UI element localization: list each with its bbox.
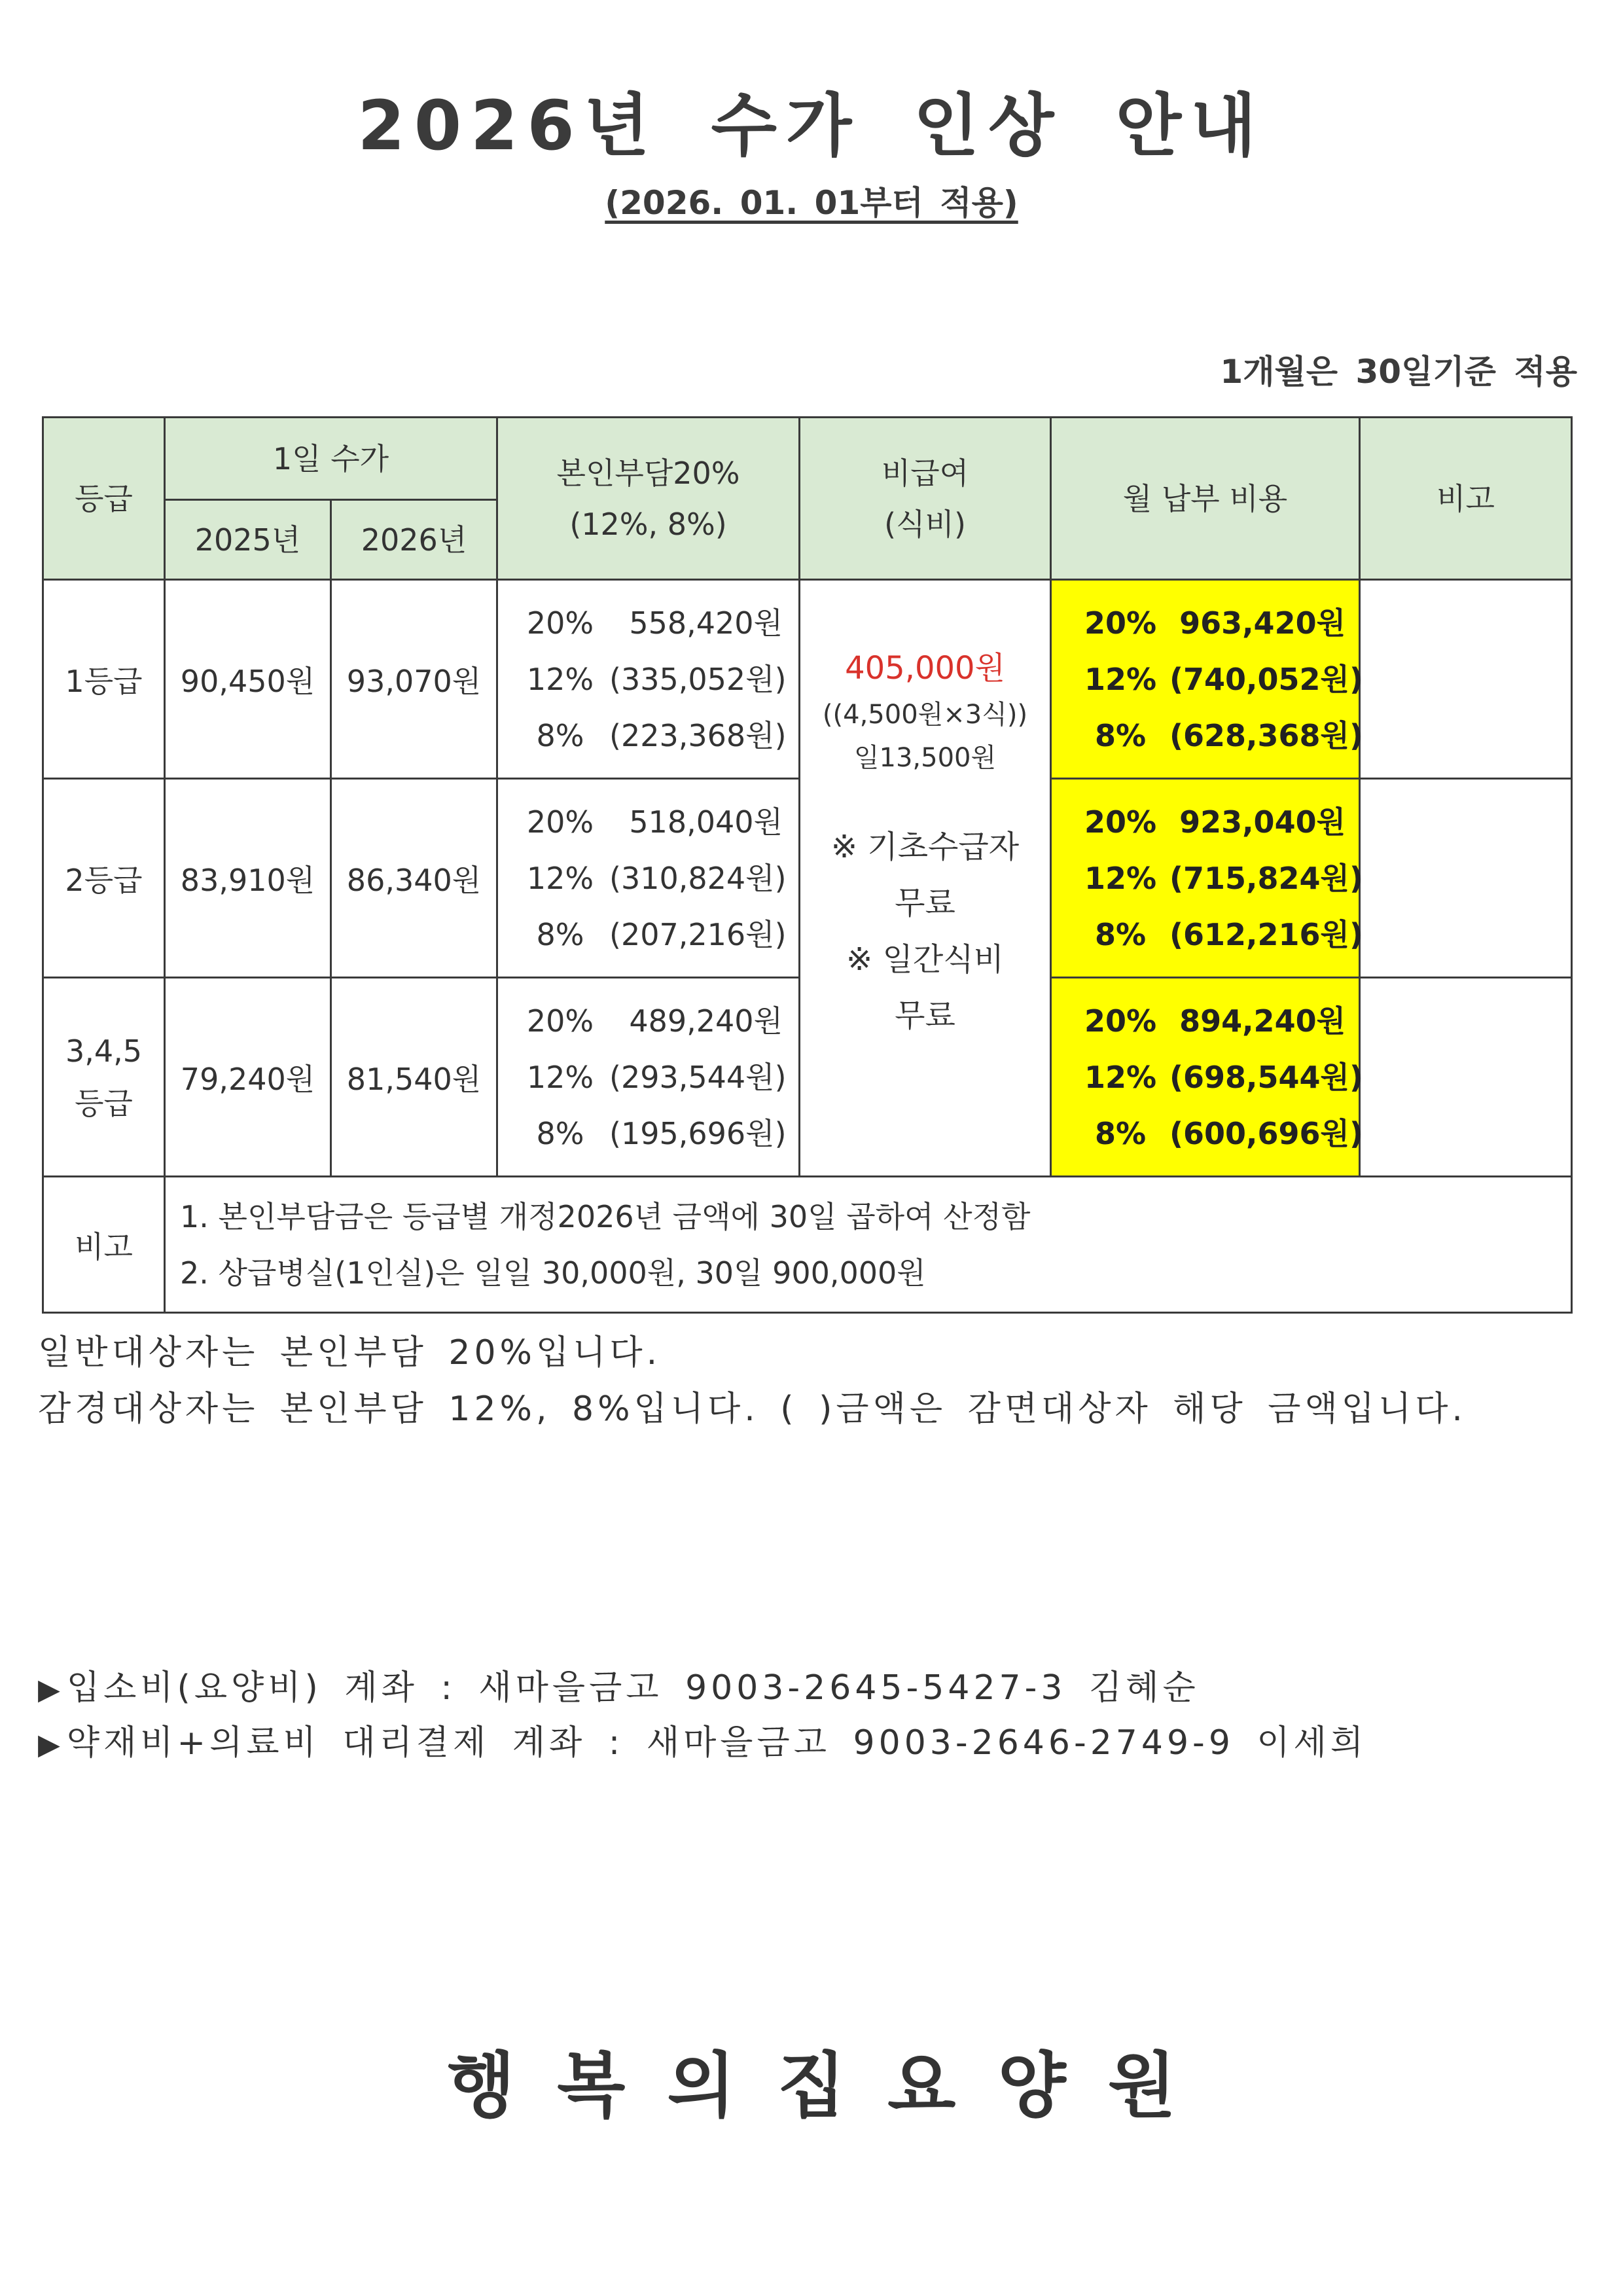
- grade-line2: 등급: [75, 1085, 133, 1121]
- remarks-line-1: 1. 본인부담금은 등급별 개정2026년 금액에 30일 곱하여 산정함: [180, 1198, 1031, 1234]
- meal-formula: ((4,500원×3식)): [822, 700, 1028, 730]
- rate: 20%: [526, 804, 594, 840]
- fee-table: [42, 416, 1573, 1314]
- copay-cell: [497, 978, 800, 1177]
- amount: (335,052원): [609, 661, 787, 697]
- rate: 8%: [536, 916, 584, 952]
- monthly-line: [1052, 906, 1364, 963]
- grade-cell: [43, 978, 165, 1177]
- rate: 8%: [536, 1115, 584, 1151]
- remarks-line-2: 2. 상급병실(1인실)은 일일 30,000원, 30일 900,000원: [180, 1255, 926, 1291]
- remarks-cell: [1360, 779, 1572, 978]
- meal-daily: 일13,500원: [853, 743, 997, 773]
- header-noncovered-line2: (식비): [884, 506, 966, 542]
- meal-amount: 405,000원: [845, 650, 1005, 687]
- copay-line: [498, 993, 798, 1049]
- grade-cell: 1등급: [43, 580, 165, 779]
- remarks-cell: [1360, 978, 1572, 1177]
- remarks-cell: [1360, 580, 1572, 779]
- monthly-line: [1052, 1049, 1364, 1105]
- monthly-cell: [1051, 779, 1364, 978]
- amount: 963,420원: [1179, 605, 1346, 641]
- amount: (293,544원): [609, 1059, 787, 1095]
- copay-cell: [497, 779, 800, 978]
- header-row: [43, 418, 1572, 500]
- header-monthly: 월 납부 비용: [1051, 418, 1360, 580]
- header-daily-fee: 1일 수가: [165, 418, 497, 500]
- grade-line1: 3,4,5: [65, 1033, 143, 1069]
- rate: 20%: [526, 1003, 594, 1039]
- rate: 8%: [536, 717, 584, 753]
- amount: (628,368원): [1169, 717, 1364, 753]
- amount: (207,216원): [609, 916, 787, 952]
- fee-2025-cell: 79,240원: [165, 978, 331, 1177]
- rate: 12%: [1084, 860, 1157, 896]
- amount: (715,824원): [1169, 860, 1364, 896]
- header-year-2025: 2025년: [165, 500, 331, 580]
- reduced-notice: 감경대상자는 본인부담 12%, 8%입니다. ( )금액은 감면대상자 해당 금액입니다.: [38, 1390, 1467, 1429]
- fee-2026-cell: 81,540원: [331, 978, 497, 1177]
- monthly-cell: [1051, 580, 1364, 779]
- fee-2025-cell: 90,450원: [165, 580, 331, 779]
- copay-line: [498, 595, 798, 651]
- monthly-line: [1052, 595, 1359, 651]
- copay-cell: [497, 580, 800, 779]
- amount: (223,368원): [609, 717, 787, 753]
- bullet-triangle-icon: ▶: [38, 1728, 60, 1761]
- monthly-line: [1052, 850, 1364, 906]
- header-noncovered: [800, 418, 1051, 580]
- basis-note: 1개월은 30일기준 적용: [1220, 353, 1577, 391]
- amount: 923,040원: [1179, 804, 1346, 840]
- copay-line: [498, 850, 798, 906]
- admission-account-text: 입소비(요양비) 계좌 : 새마을금고 9003-2645-5427-3 김혜순: [66, 1668, 1200, 1708]
- monthly-line: [1052, 794, 1359, 850]
- amount: (612,216원): [1169, 916, 1364, 952]
- fee-2026-cell: 93,070원: [331, 580, 497, 779]
- medicine-account: [38, 1715, 1367, 1764]
- general-notice: 일반대상자는 본인부담 20%입니다.: [38, 1333, 662, 1372]
- rate: 12%: [526, 661, 594, 697]
- fee-2026-cell: 86,340원: [331, 779, 497, 978]
- admission-account: [38, 1660, 1200, 1709]
- header-grade: 등급: [43, 418, 165, 580]
- amount: (195,696원): [609, 1115, 787, 1151]
- header-copay-line2: (12%, 8%): [569, 506, 727, 542]
- copay-line: [498, 906, 798, 963]
- fee-2025-cell: 83,910원: [165, 779, 331, 978]
- rate: 8%: [1094, 916, 1147, 952]
- copay-line: [498, 1049, 798, 1105]
- rate: 12%: [526, 1059, 594, 1095]
- rate: 12%: [1084, 661, 1157, 697]
- monthly-line: [1052, 651, 1364, 708]
- meal-cell: [800, 580, 1051, 1177]
- bullet-triangle-icon: ▶: [38, 1673, 60, 1706]
- rate: 8%: [1094, 1115, 1147, 1151]
- header-copay: [497, 418, 800, 580]
- header-copay-line1: 본인부담20%: [556, 455, 740, 491]
- table-row: [43, 580, 1572, 779]
- rate: 20%: [1084, 804, 1157, 840]
- monthly-line: [1052, 993, 1359, 1049]
- remarks-content: [165, 1177, 1572, 1313]
- header-year-2026: 2026년: [331, 500, 497, 580]
- amount: 518,040원: [629, 804, 783, 840]
- monthly-line: [1052, 708, 1364, 764]
- amount: 489,240원: [629, 1003, 783, 1039]
- rate: 12%: [526, 860, 594, 896]
- meal-note-basic-recipient: ※ 기초수급자: [830, 829, 1020, 865]
- facility-name: 행복의집요양원: [446, 2045, 1219, 2127]
- header-noncovered-line1: 비급여: [881, 455, 969, 491]
- amount: (310,824원): [609, 860, 787, 896]
- rate: 20%: [1084, 605, 1157, 641]
- remarks-row: [43, 1177, 1572, 1313]
- rate: 20%: [526, 605, 594, 641]
- copay-line: [498, 651, 798, 708]
- amount: (740,052원): [1169, 661, 1364, 697]
- amount: (698,544원): [1169, 1059, 1364, 1095]
- header-remarks: 비고: [1360, 418, 1572, 580]
- monthly-cell: [1051, 978, 1364, 1177]
- amount: 558,420원: [629, 605, 783, 641]
- meal-note-snack: ※ 일간식비: [846, 941, 1004, 978]
- copay-line: [498, 708, 798, 764]
- meal-note-basic-free: 무료: [895, 885, 955, 922]
- monthly-line: [1052, 1105, 1364, 1162]
- meal-note-snack-free: 무료: [895, 997, 955, 1034]
- effective-date: (2026. 01. 01부터 적용): [605, 184, 1018, 222]
- remarks-label: 비고: [43, 1177, 165, 1313]
- amount: 894,240원: [1179, 1003, 1346, 1039]
- rate: 8%: [1094, 717, 1147, 753]
- copay-line: [498, 1105, 798, 1162]
- document-title: 2026년 수가 인상 안내: [357, 86, 1266, 166]
- grade-cell: 2등급: [43, 779, 165, 978]
- rate: 20%: [1084, 1003, 1157, 1039]
- copay-line: [498, 794, 798, 850]
- amount: (600,696원): [1169, 1115, 1364, 1151]
- rate: 12%: [1084, 1059, 1157, 1095]
- medicine-account-text: 약재비+의료비 대리결제 계좌 : 새마을금고 9003-2646-2749-9 이세희: [66, 1723, 1368, 1763]
